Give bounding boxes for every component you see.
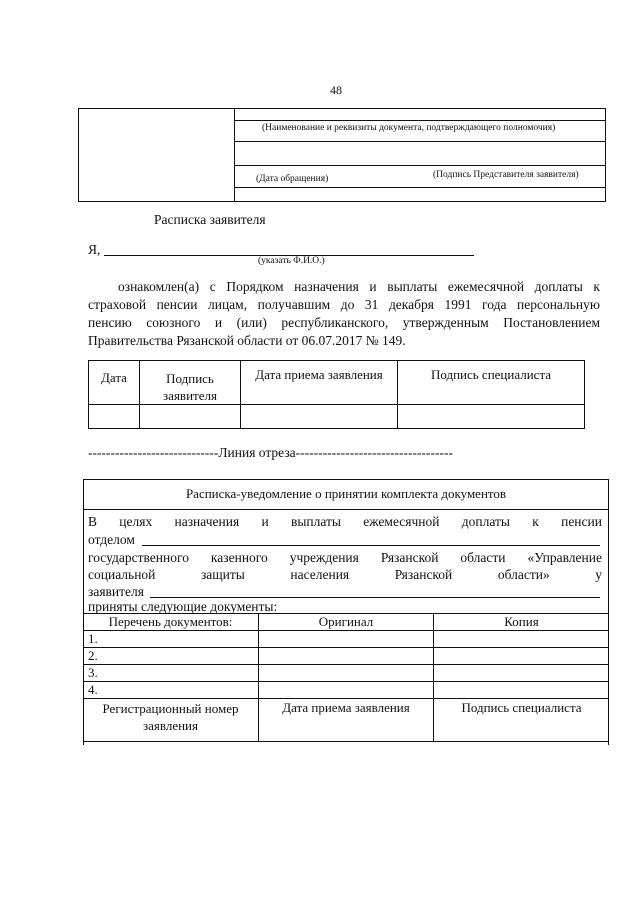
i-label: Я, [88, 242, 101, 257]
receipt-body-line: пенсию союзного и (или) республиканского, утвержденным Постановлением [88, 315, 600, 330]
header-notice-application-date: Дата приема заявления [282, 700, 410, 715]
receipt-body-line: ознакомлен(а) с Порядком назначения и выплаты ежемесячной доплаты к [118, 279, 600, 294]
header-applicant-signature: Подпись заявителя [163, 371, 217, 403]
representative-signature-caption: (Подпись Представителя заявителя) [433, 170, 579, 180]
document-row: 1. [83, 631, 609, 648]
cell-applicant-signature[interactable] [140, 405, 241, 429]
request-date-caption: (Дата обращения) [256, 174, 329, 184]
cell-copy[interactable] [434, 665, 610, 682]
doc-requisites-caption: (Наименование и реквизиты документа, подтверждающего полномочия) [262, 123, 556, 133]
cell-original[interactable] [259, 648, 434, 665]
notice-title: Расписка-уведомление о принятии комплекта документов [185, 486, 507, 501]
notice-line-5: заявителя [88, 584, 144, 599]
header-date: Дата [101, 370, 127, 385]
document-row: 4. [83, 682, 609, 699]
document-row: 2. [83, 648, 609, 665]
cell-original[interactable] [259, 665, 434, 682]
notice-line-4: социальной защиты населения Рязанской области» у [88, 567, 602, 582]
notice-line-1: В целях назначения и выплаты ежемесячной доплаты к пенсии [88, 514, 602, 529]
page-number: 48 [330, 83, 342, 97]
documents-table [83, 613, 609, 742]
notice-line-6: приняты следующие документы: [88, 599, 278, 614]
notice-line-2: отделом [88, 532, 135, 547]
cut-line: -----------------------------Линия отреза----------------------------------- [88, 445, 454, 460]
cell-copy[interactable] [434, 648, 610, 665]
header-registration-number: Регистрационный номер заявления [102, 701, 239, 733]
document-row: 3. [83, 665, 609, 682]
header-specialist-signature: Подпись специалиста [430, 367, 552, 382]
cell-application-date[interactable] [241, 405, 398, 429]
cell-copy[interactable] [434, 631, 610, 648]
header-notice-specialist-signature: Подпись специалиста [461, 700, 582, 715]
receipt-body-line: Правительства Рязанской области от 06.07.2017 № 149. [88, 333, 406, 348]
receipt-table [88, 360, 585, 429]
header-copy: Копия [504, 614, 539, 629]
department-input-line[interactable] [142, 545, 600, 546]
header-documents-list: Перечень документов: [108, 614, 233, 629]
fio-caption: (указать Ф.И.О.) [258, 256, 325, 266]
header-original: Оригинал [318, 614, 374, 629]
header-application-date: Дата приема заявления [255, 367, 383, 382]
cell-copy[interactable] [434, 682, 610, 699]
cell-specialist-signature[interactable] [398, 405, 585, 429]
cell-original[interactable] [259, 682, 434, 699]
receipt-title: Расписка заявителя [154, 212, 266, 227]
notice-line-3: государственного казенного учреждения Рязанской области «Управление [88, 550, 602, 565]
cell-original[interactable] [259, 631, 434, 648]
cell-date[interactable] [89, 405, 140, 429]
receipt-body-line: страховой пенсии лицам, получавшим до 31 декабря 1991 года персональную [88, 297, 600, 312]
applicant-input-line[interactable] [150, 597, 600, 598]
